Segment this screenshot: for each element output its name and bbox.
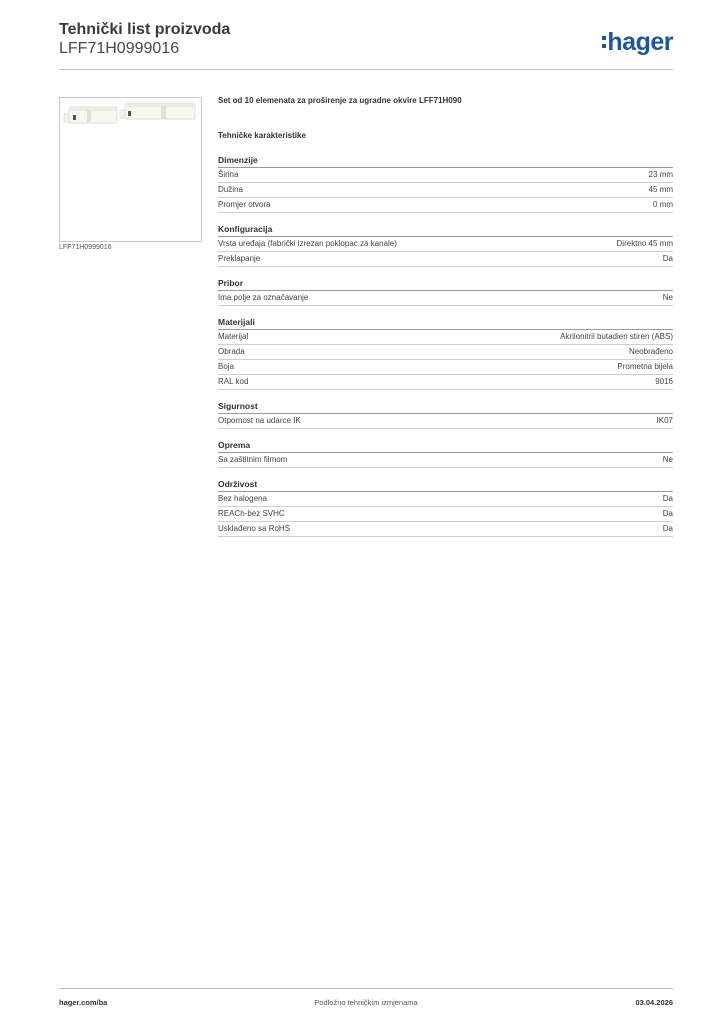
spec-row bbox=[218, 291, 673, 306]
spec-label: Boja bbox=[218, 362, 235, 371]
section-title: Održivost bbox=[218, 478, 673, 492]
spec-row bbox=[218, 168, 673, 183]
spec-value: 9016 bbox=[655, 377, 673, 386]
section-title: Materijali bbox=[218, 316, 673, 330]
section-title: Konfiguracija bbox=[218, 223, 673, 237]
section-odrzivost bbox=[218, 478, 673, 537]
spec-row bbox=[218, 360, 673, 375]
page-footer bbox=[59, 988, 673, 1007]
section-title: Sigurnost bbox=[218, 400, 673, 414]
spec-label: REACh-bez SVHC bbox=[218, 509, 285, 518]
spec-row bbox=[218, 330, 673, 345]
spec-label: Usklađeno sa RoHS bbox=[218, 524, 291, 533]
hager-logo bbox=[602, 27, 673, 57]
footer-date: 03.04.2026 bbox=[635, 998, 673, 1007]
spec-label: Dužina bbox=[218, 185, 243, 194]
spec-row bbox=[218, 507, 673, 522]
spec-row bbox=[218, 375, 673, 390]
spec-value: Da bbox=[662, 524, 673, 533]
footer-website-link[interactable]: hager.com/ba bbox=[59, 998, 108, 1007]
section-title: Oprema bbox=[218, 439, 673, 453]
tech-characteristics-title: Tehničke karakteristike bbox=[218, 131, 306, 140]
section-sigurnost bbox=[218, 400, 673, 429]
section-oprema bbox=[218, 439, 673, 468]
spec-row bbox=[218, 414, 673, 429]
spec-row bbox=[218, 453, 673, 468]
page-header bbox=[59, 21, 673, 70]
spec-value: 45 mm bbox=[648, 185, 673, 194]
spec-label: Širina bbox=[218, 170, 239, 179]
spec-value: Prometna bijela bbox=[617, 362, 673, 371]
spec-value: Neobrađeno bbox=[628, 347, 673, 356]
spec-row bbox=[218, 522, 673, 537]
footer-notice: Podložno tehničkim izmjenama bbox=[314, 998, 418, 1007]
spec-value: Ne bbox=[662, 455, 673, 464]
spec-value: 0 mm bbox=[653, 200, 673, 209]
section-konfiguracija bbox=[218, 223, 673, 267]
spec-row bbox=[218, 237, 673, 252]
section-pribor bbox=[218, 277, 673, 306]
spec-row bbox=[218, 183, 673, 198]
spec-row bbox=[218, 492, 673, 507]
spec-label: Sa zaštitnim filmom bbox=[218, 455, 288, 464]
spec-label: Preklapanje bbox=[218, 254, 261, 263]
spec-label: Vrsta uređaja (fabrički izrezan poklopac za kanale) bbox=[218, 239, 397, 248]
spec-value: Ne bbox=[662, 293, 673, 302]
spec-row bbox=[218, 252, 673, 267]
spec-row bbox=[218, 198, 673, 213]
logo-text: hager bbox=[607, 27, 673, 56]
product-image bbox=[59, 97, 202, 242]
product-picture-icon bbox=[60, 98, 201, 241]
spec-label: Bez halogena bbox=[218, 494, 267, 503]
page-title: Tehnički list proizvoda bbox=[59, 21, 231, 38]
spec-value: Da bbox=[662, 254, 673, 263]
section-title: Pribor bbox=[218, 277, 673, 291]
spec-label: RAL kod bbox=[218, 377, 249, 386]
image-caption: LFF71H0999016 bbox=[59, 244, 112, 251]
spec-value: Akrilonitril butadien stiren (ABS) bbox=[560, 332, 673, 341]
section-materijali bbox=[218, 316, 673, 390]
spec-label: Materijal bbox=[218, 332, 249, 341]
logo-dots-icon bbox=[602, 34, 606, 50]
spec-value: Da bbox=[662, 494, 673, 503]
spec-label: Otpornost na udarce IK bbox=[218, 416, 301, 425]
spec-label: Obrada bbox=[218, 347, 245, 356]
spec-content bbox=[218, 96, 673, 537]
product-title: Set od 10 elemenata za proširenje za ugradne okvire LFF71H090 bbox=[218, 96, 462, 105]
section-title: Dimenzije bbox=[218, 154, 673, 168]
spec-value: Da bbox=[662, 509, 673, 518]
spec-row bbox=[218, 345, 673, 360]
spec-label: Promjer otvora bbox=[218, 200, 271, 209]
section-dimenzije bbox=[218, 154, 673, 213]
spec-value: 23 mm bbox=[648, 170, 673, 179]
spec-value: Direktno 45 mm bbox=[616, 239, 673, 248]
spec-value: IK07 bbox=[656, 416, 673, 425]
product-code: LFF71H0999016 bbox=[59, 40, 180, 57]
spec-label: Ima polje za označavanje bbox=[218, 293, 309, 302]
